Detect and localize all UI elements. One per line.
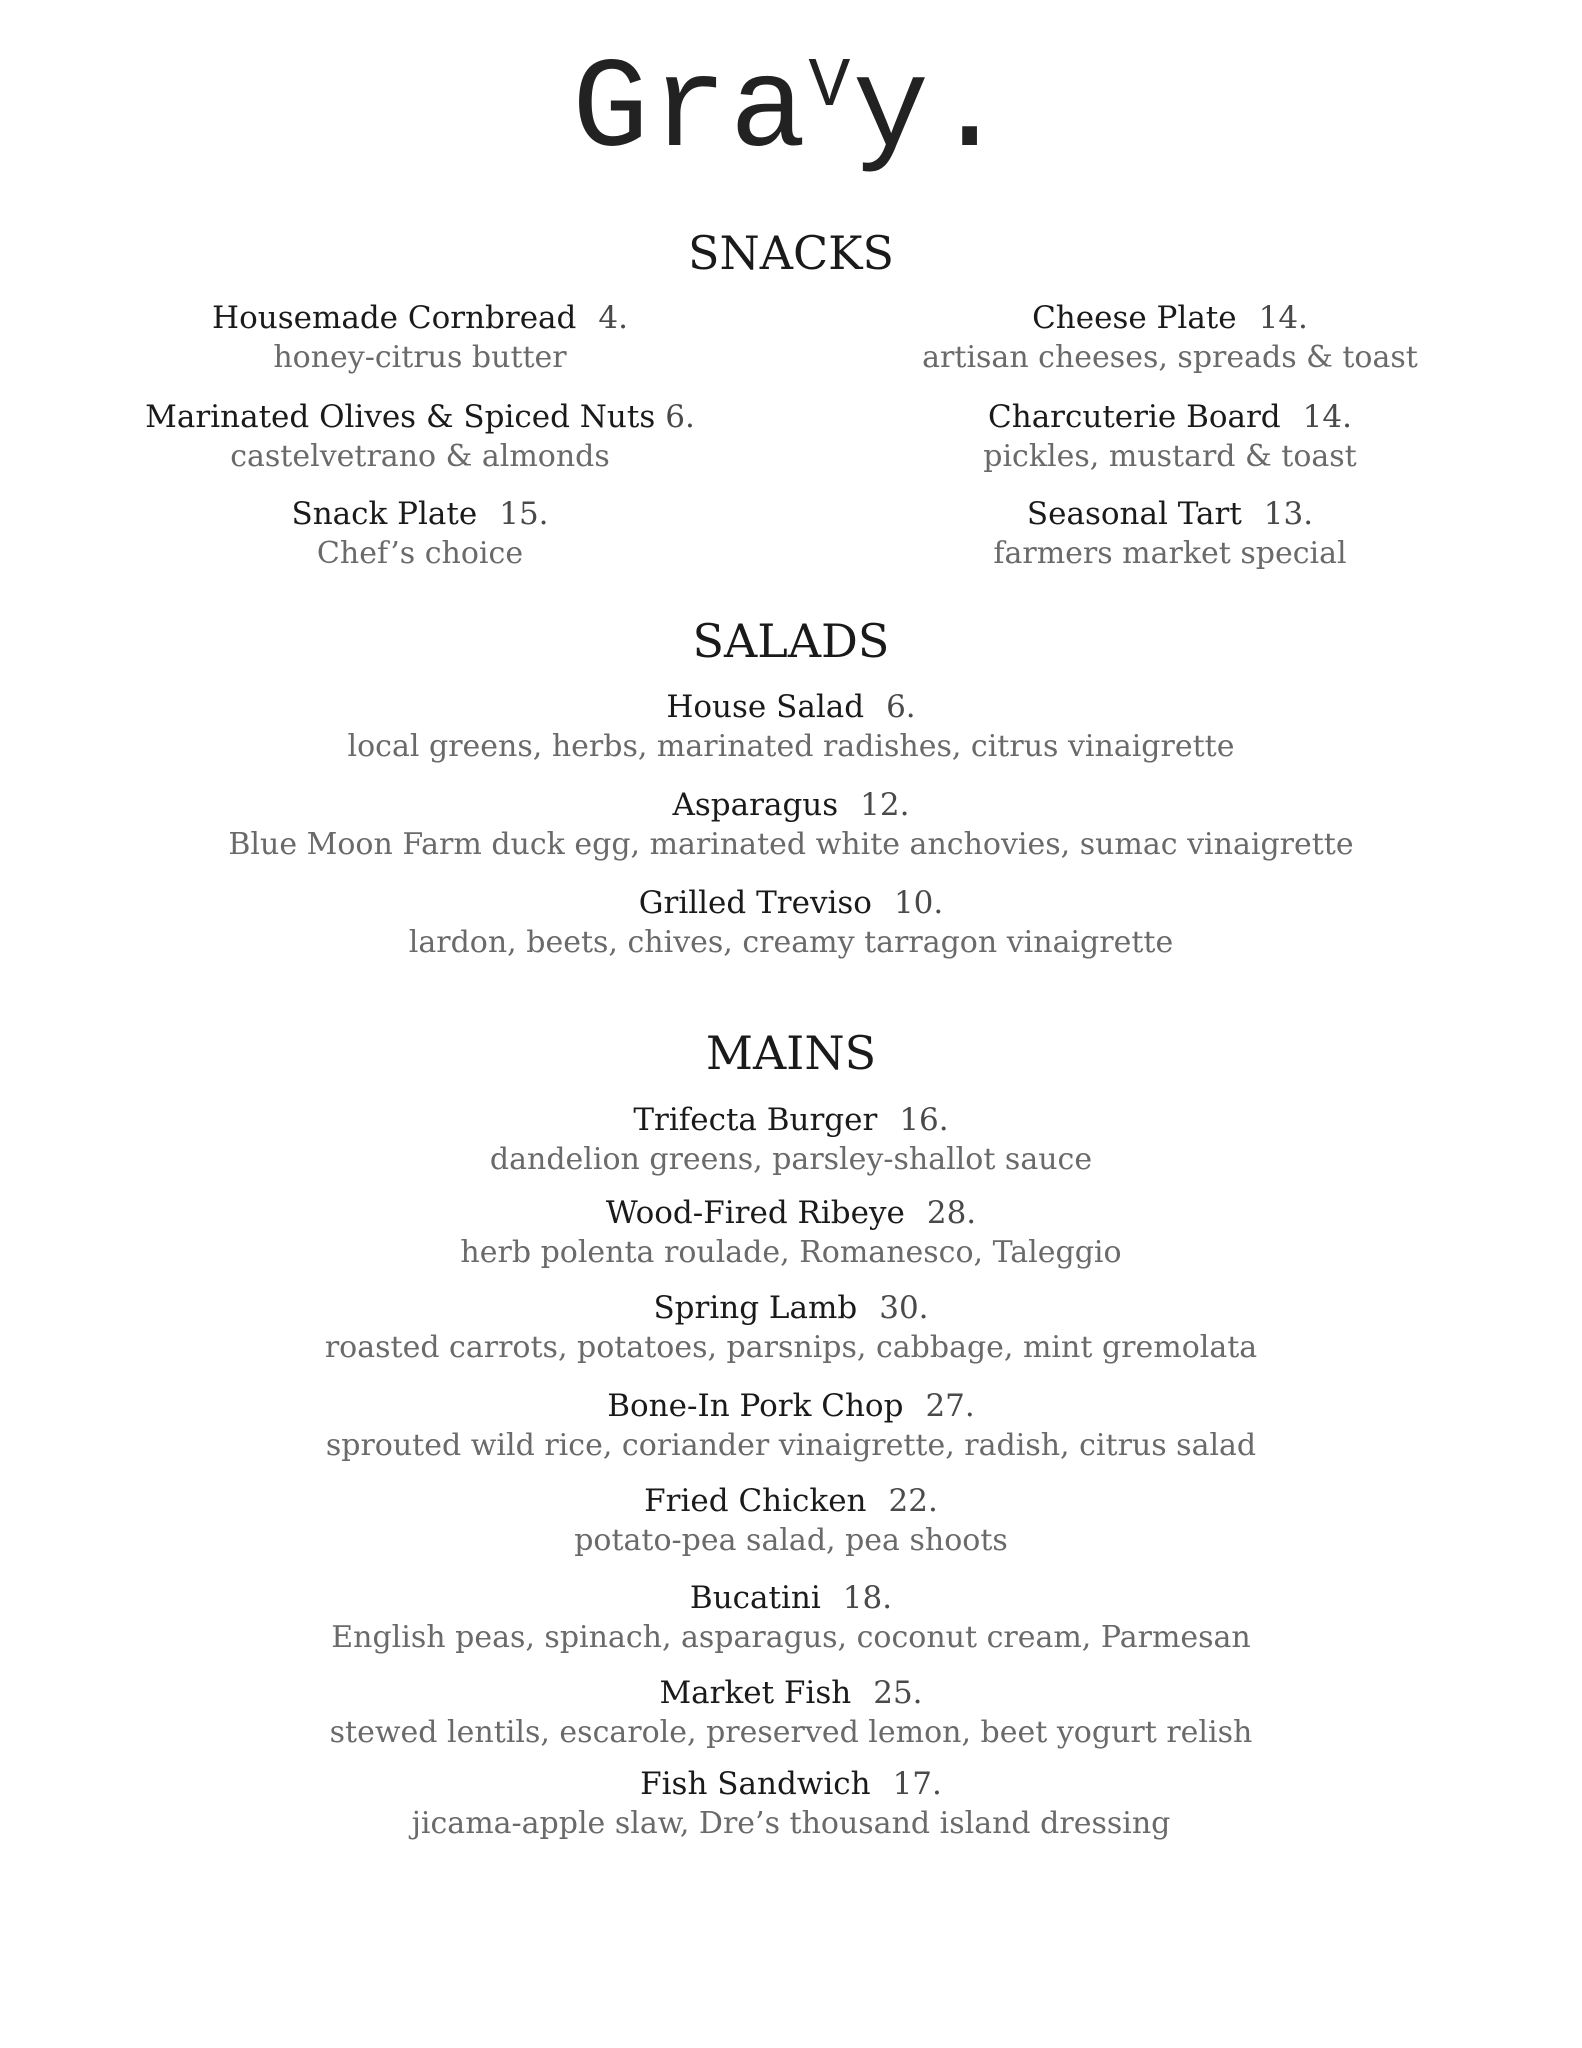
item-description: dandelion greens, parsley-shallot sauce [489,1142,1093,1177]
item-name: Fish Sandwich [640,1766,871,1802]
item-name: Bucatini [689,1580,821,1616]
item-description: lardon, beets, chives, creamy tarragon vinaigrette [408,925,1174,960]
item-price: 13. [1263,496,1314,532]
item-description: roasted carrots, potatoes, parsnips, cabbage, mint gremolata [324,1330,1258,1365]
item-name: Cheese Plate [1032,300,1237,336]
menu-item [0,787,1582,862]
menu-item [0,1102,1582,1177]
item-name: Wood-Fired Ribeye [605,1195,905,1231]
item-price: 15. [499,496,549,532]
logo-text-part3: y. [852,39,1011,184]
menu-item [790,300,1550,375]
item-price: 6. [886,689,916,725]
item-description: farmers market special [993,536,1347,571]
item-name: Market Fish [659,1675,852,1711]
menu-item [0,1675,1582,1750]
item-description: English peas, spinach, asparagus, coconut cream, Parmesan [331,1620,1251,1655]
item-description: castelvetrano & almonds [230,439,610,474]
item-price: 12. [860,787,910,823]
item-description: honey-citrus butter [273,340,567,375]
menu-item [0,1580,1582,1655]
menu-item [0,689,1582,764]
item-price: 16. [899,1102,949,1138]
section-title-mains: MAINS [705,1026,877,1080]
menu-item [0,885,1582,960]
logo-text-part1: Gra [571,39,809,184]
restaurant-logo [0,39,1582,184]
item-description: stewed lentils, escarole, preserved lemon, beet yogurt relish [329,1715,1253,1750]
menu-item [40,399,800,474]
item-name: Seasonal Tart [1026,496,1242,532]
menu-item [790,496,1550,571]
item-description: Blue Moon Farm duck egg, marinated white anchovies, sumac vinaigrette [228,827,1354,862]
item-price: 30. [879,1290,929,1326]
menu-item [0,1766,1582,1841]
item-price: 28. [926,1195,977,1231]
menu-item [0,1483,1582,1558]
item-name: Asparagus [672,787,839,823]
menu-item [790,399,1550,474]
item-price: 17. [892,1766,942,1802]
item-name: Trifecta Burger [633,1102,878,1138]
item-name: Charcuterie Board [988,399,1281,435]
menu-item [40,300,800,375]
item-price: 14. [1258,300,1308,336]
item-name: Marinated Olives & Spiced Nuts [145,399,656,435]
section-title-snacks: SNACKS [687,226,895,280]
item-description: jicama-apple slaw, Dre’s thousand island dressing [411,1806,1171,1841]
item-name: House Salad [666,689,865,725]
item-price: 4. [598,300,628,336]
item-price: 25. [873,1675,923,1711]
item-price: 6. [665,399,695,435]
item-name: Snack Plate [291,496,478,532]
section-title-salads: SALADS [692,614,890,668]
item-name: Spring Lamb [653,1290,858,1326]
item-description: potato-pea salad, pea shoots [574,1523,1008,1558]
menu-item [40,496,800,571]
item-name: Grilled Treviso [638,885,872,921]
menu-item [0,1195,1582,1270]
item-price: 27. [925,1388,975,1424]
item-price: 18. [842,1580,893,1616]
item-name: Fried Chicken [644,1483,867,1519]
item-description: artisan cheeses, spreads & toast [922,340,1418,375]
item-description: pickles, mustard & toast [983,439,1357,474]
item-name: Housemade Cornbread [212,300,577,336]
logo-text-part2: V [808,48,853,127]
item-description: sprouted wild rice, coriander vinaigrette, radish, citrus salad [325,1428,1257,1463]
menu-item [0,1388,1582,1463]
item-description: Chef’s choice [316,536,524,571]
item-name: Bone-In Pork Chop [607,1388,904,1424]
item-description: herb polenta roulade, Romanesco, Taleggio [460,1235,1122,1270]
item-price: 10. [893,885,944,921]
menu-item [0,1290,1582,1365]
item-price: 22. [888,1483,938,1519]
item-price: 14. [1302,399,1352,435]
item-description: local greens, herbs, marinated radishes, citrus vinaigrette [347,729,1235,764]
